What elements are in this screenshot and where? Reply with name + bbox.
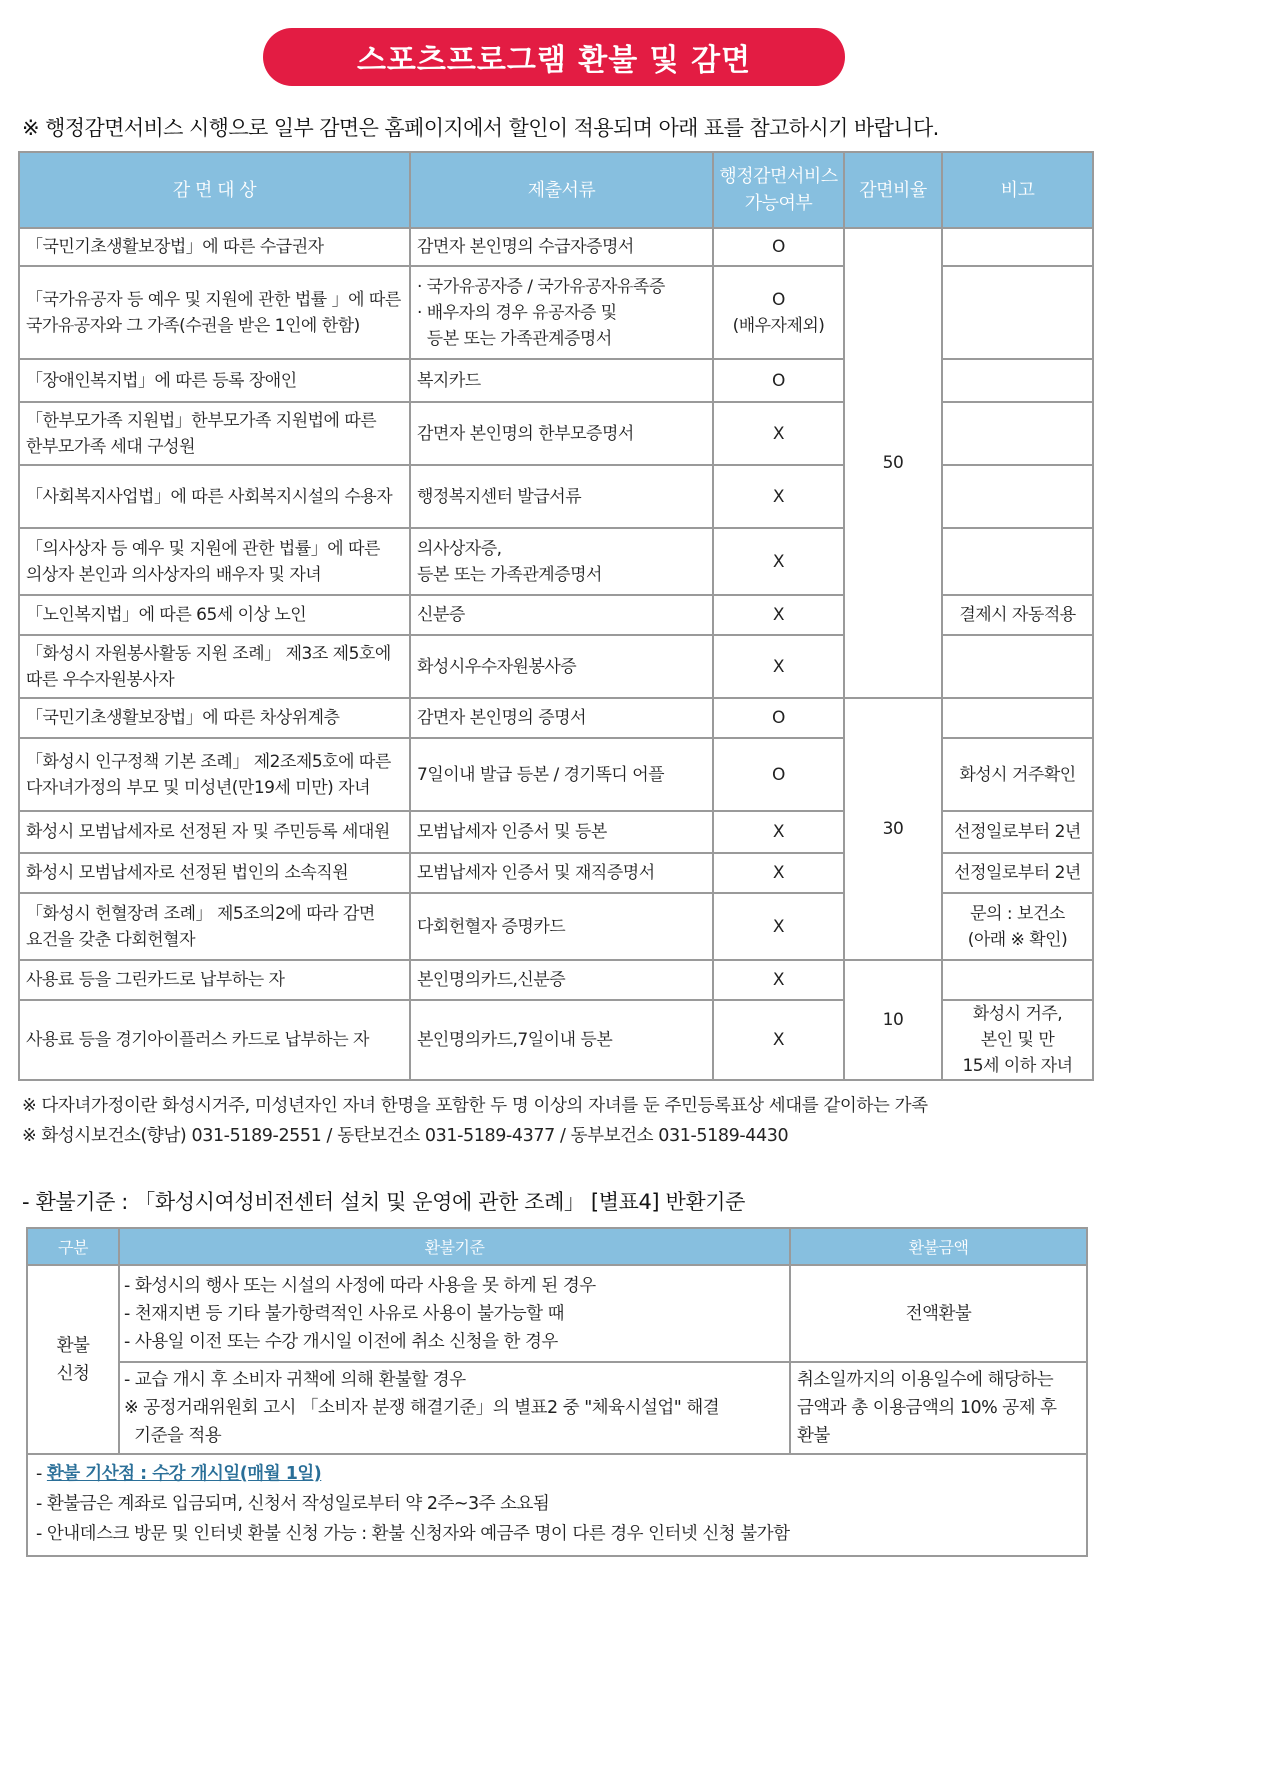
header-amount: 환불금액 [790,1228,1087,1265]
documents-cell-line: 복지카드 [417,370,481,391]
remarks-cell [942,893,1093,960]
remarks-cell-line: 선정일로부터 2년 [954,863,1081,883]
documents-cell-line: 등본 또는 가족관계증명서 [417,564,602,585]
admin-service-cell-line: O [772,370,785,391]
target-cell [19,1000,410,1080]
documents-cell-line: 감면자 본인명의 증명서 [417,708,587,728]
admin-service-cell [713,402,844,465]
remarks-cell [942,465,1093,528]
target-cell [19,359,410,402]
target-cell [19,738,410,811]
refund-notes-row [27,1454,1087,1556]
refund-start-date-link[interactable]: 환불 기산점 : 수강 개시일(매월 1일) [46,1464,322,1484]
target-cell-line: 화성시 모범납세자로 선정된 자 및 주민등록 세대원 [26,822,390,842]
page-title: 스포츠프로그램 환불 및 감면 [356,43,752,78]
header-admin-service-line1: 행정감면서비스 [719,166,838,187]
criteria-line: ※ 공정거래위원회 고시 「소비자 분쟁 해결기준」의 별표2 중 "체육시설업" 해결 [124,1398,720,1418]
remarks-cell [942,1000,1093,1080]
remarks-cell [942,359,1093,402]
documents-cell [410,635,713,698]
target-cell [19,266,410,359]
refund-table-header [27,1228,1087,1265]
documents-cell-line: 다회헌혈자 증명카드 [417,916,566,937]
remarks-cell [942,595,1093,635]
note-prefix: - [36,1464,47,1484]
header-rate: 감면비율 [844,152,942,228]
target-cell-line: 요건을 갖춘 다회헌혈자 [26,929,196,950]
remarks-cell-line: 화성시 거주, [972,1004,1063,1024]
admin-service-cell-line: X [772,1030,785,1050]
documents-cell-line: 본인명의카드,7일이내 등본 [417,1030,613,1050]
documents-cell [410,359,713,402]
documents-cell [410,1000,713,1080]
header-target: 감 면 대 상 [19,152,410,228]
header-documents: 제출서류 [410,152,713,228]
footnote-multi-child: ※ 다자녀가정이란 화성시거주, 미성년자인 자녀 한명을 포함한 두 명 이상의 자녀를 둔 주민등록표상 세대를 같이하는 가족 [22,1096,928,1116]
refund-application-note: - 안내데스크 방문 및 인터넷 환불 신청 가능 : 환불 신청자와 예금주 명이 다른 경우 인터넷 신청 불가함 [36,1524,790,1544]
remarks-cell [942,528,1093,595]
discount-table [18,151,1094,1081]
documents-cell-line: 모범납세자 인증서 및 재직증명서 [417,863,655,883]
target-cell-line: 한부모가족 세대 구성원 [26,436,196,457]
remarks-cell-line: 본인 및 만 [980,1030,1055,1050]
admin-service-notice: ※ 행정감면서비스 시행으로 일부 감면은 홈페이지에서 할인이 적용되며 아래 표를 참고하시기 바랍니다. [22,116,939,140]
target-cell [19,402,410,465]
remarks-cell-line: 화성시 거주확인 [959,764,1076,785]
target-cell [19,853,410,893]
discount-row [19,960,1093,1000]
refund-section-title: - 환불기준 : 「화성시여성비전센터 설치 및 운영에 관한 조례」 [별표4] 반환기준 [22,1190,746,1214]
refund-amount-full: 전액환불 [790,1265,1087,1362]
target-cell [19,893,410,960]
refund-deposit-note: - 환불금은 계좌로 입금되며, 신청서 작성일로부터 약 2주~3주 소요됨 [36,1494,550,1514]
target-cell-line: 사용료 등을 경기아이플러스 카드로 납부하는 자 [26,1030,369,1050]
page-title-banner [263,28,845,86]
criteria-line: - 사용일 이전 또는 수강 개시일 이전에 취소 신청을 한 경우 [124,1331,558,1352]
target-cell-line: 「화성시 인구정책 기본 조례」 제2조제5호에 따른 [26,751,391,772]
documents-cell-line: 본인명의카드,신분증 [417,970,566,990]
admin-service-cell [713,635,844,698]
remarks-cell [942,738,1093,811]
documents-cell [410,738,713,811]
admin-service-cell [713,1000,844,1080]
target-cell-line: 「국민기초생활보장법」에 따른 수급권자 [26,237,324,257]
target-cell-line: 「화성시 헌혈장려 조례」 제5조의2에 따라 감면 [26,903,375,924]
header-admin-service-line2: 가능여부 [744,193,813,214]
target-cell-line: 「한부모가족 지원법」한부모가족 지원법에 따른 [26,410,377,431]
amount-line: 환불 [797,1426,830,1446]
admin-service-cell [713,228,844,266]
remarks-cell [942,811,1093,853]
documents-cell [410,853,713,893]
header-category: 구분 [27,1228,119,1265]
documents-cell-line: 등본 또는 가족관계증명서 [417,328,612,349]
target-cell [19,698,410,738]
documents-cell-line: 감면자 본인명의 한부모증명서 [417,423,634,444]
amount-line: 취소일까지의 이용일수에 해당하는 [797,1370,1054,1390]
discount-rate-cell: 30 [844,698,942,960]
remarks-cell [942,228,1093,266]
admin-service-cell [713,853,844,893]
remarks-cell-line: 선정일로부터 2년 [954,822,1081,842]
remarks-cell [942,635,1093,698]
documents-cell-line: · 배우자의 경우 유공자증 및 [417,302,617,323]
documents-cell [410,465,713,528]
header-admin-service [713,152,844,228]
discount-table-header [19,152,1093,228]
documents-cell-line: 행정복지센터 발급서류 [417,486,582,507]
target-cell [19,528,410,595]
remarks-cell-line: 결제시 자동적용 [959,605,1076,625]
refund-category-line1: 환불 [56,1335,90,1356]
target-cell-line: 「국가유공자 등 예우 및 지원에 관한 법률 」에 따른 [26,289,401,310]
target-cell-line: 사용료 등을 그린카드로 납부하는 자 [26,970,285,990]
target-cell-line: 「노인복지법」에 따른 65세 이상 노인 [26,605,307,625]
documents-cell [410,698,713,738]
admin-service-cell [713,698,844,738]
admin-service-cell [713,359,844,402]
admin-service-cell-line: O [772,237,785,257]
admin-service-cell [713,893,844,960]
target-cell-line: 「장애인복지법」에 따른 등록 장애인 [26,370,297,391]
refund-amount-partial [790,1362,1087,1454]
documents-cell-line: 모범납세자 인증서 및 등본 [417,822,607,842]
target-cell-line: 「국민기초생활보장법」에 따른 차상위계층 [26,708,340,728]
documents-cell-line: 신분증 [417,605,465,625]
refund-category-line2: 신청 [56,1363,90,1384]
header-remarks: 비고 [942,152,1093,228]
admin-service-cell-line: X [772,822,785,842]
refund-row-partial [27,1362,1087,1454]
target-cell-line: 의상자 본인과 의사상자의 배우자 및 자녀 [26,564,322,585]
admin-service-cell-line: X [772,605,785,625]
documents-cell [410,228,713,266]
target-cell-line: 「화성시 자원봉사활동 지원 조례」 제3조 제5호에 [26,643,391,664]
documents-cell [410,811,713,853]
target-cell-line: 「의사상자 등 예우 및 지원에 관한 법률」에 따른 [26,538,380,559]
admin-service-cell [713,811,844,853]
refund-table [26,1227,1088,1557]
discount-rate-cell: 50 [844,228,942,698]
remarks-cell-line: 15세 이하 자녀 [962,1056,1073,1076]
admin-service-cell-line: O [772,708,785,728]
remarks-cell [942,960,1093,1000]
admin-service-cell [713,960,844,1000]
refund-criteria-partial [119,1362,790,1454]
admin-service-cell-line: O [772,289,785,310]
admin-service-cell [713,465,844,528]
target-cell-line: 따른 우수자원봉사자 [26,669,175,690]
admin-service-cell-line: O [772,764,785,785]
footnote-health-center-phones: ※ 화성시보건소(향남) 031-5189-2551 / 동탄보건소 031-5189-4377 / 동부보건소 031-5189-4430 [22,1126,789,1146]
refund-start-date-note [36,1459,1078,1489]
remarks-cell [942,698,1093,738]
documents-cell [410,595,713,635]
admin-service-cell-line: X [772,970,785,990]
target-cell [19,465,410,528]
refund-category [27,1265,119,1454]
documents-cell [410,893,713,960]
remarks-cell-line: (아래 ※ 확인) [967,929,1068,950]
target-cell [19,635,410,698]
amount-line: 금액과 총 이용금액의 10% 공제 후 [797,1398,1057,1418]
admin-service-cell-line: X [772,656,785,677]
target-cell-line: 다자녀가정의 부모 및 미성년(만19세 미만) 자녀 [26,777,371,798]
target-cell-line: 화성시 모범납세자로 선정된 법인의 소속직원 [26,863,349,883]
admin-service-cell-line: (배우자제외) [732,315,825,336]
discount-row [19,228,1093,266]
refund-notes [27,1454,1087,1556]
criteria-line: - 천재지변 등 기타 불가항력적인 사유로 사용이 불가능할 때 [124,1303,565,1324]
criteria-line: - 교습 개시 후 소비자 귀책에 의해 환불할 경우 [124,1370,466,1390]
discount-row [19,698,1093,738]
discount-rate-cell: 10 [844,960,942,1080]
remarks-cell [942,266,1093,359]
admin-service-cell-line: X [772,916,785,937]
admin-service-cell [713,528,844,595]
target-cell [19,228,410,266]
admin-service-cell-line: X [772,423,785,444]
admin-service-cell [713,738,844,811]
header-criteria: 환불기준 [119,1228,790,1265]
admin-service-cell-line: X [772,486,785,507]
admin-service-cell-line: X [772,863,785,883]
admin-service-cell-line: X [772,551,785,572]
admin-service-cell [713,266,844,359]
remarks-cell-line: 문의 : 보건소 [970,903,1065,924]
refund-criteria-full [119,1265,790,1362]
documents-cell [410,960,713,1000]
criteria-line: 기준을 적용 [124,1426,222,1446]
target-cell [19,811,410,853]
criteria-line: - 화성시의 행사 또는 시설의 사정에 따라 사용을 못 하게 된 경우 [124,1275,596,1296]
documents-cell [410,402,713,465]
remarks-cell [942,853,1093,893]
refund-row-full [27,1265,1087,1362]
documents-cell-line: 7일이내 발급 등본 / 경기똑디 어플 [417,764,665,785]
target-cell [19,960,410,1000]
documents-cell [410,266,713,359]
documents-cell-line: · 국가유공자증 / 국가유공자유족증 [417,276,665,297]
documents-cell-line: 화성시우수자원봉사증 [417,656,577,677]
target-cell-line: 국가유공자와 그 가족(수권을 받은 1인에 한함) [26,315,360,336]
target-cell-line: 「사회복지사업법」에 따른 사회복지시설의 수용자 [26,486,393,507]
documents-cell-line: 의사상자증, [417,538,502,559]
remarks-cell [942,402,1093,465]
target-cell [19,595,410,635]
documents-cell-line: 감면자 본인명의 수급자증명서 [417,237,634,257]
admin-service-cell [713,595,844,635]
documents-cell [410,528,713,595]
